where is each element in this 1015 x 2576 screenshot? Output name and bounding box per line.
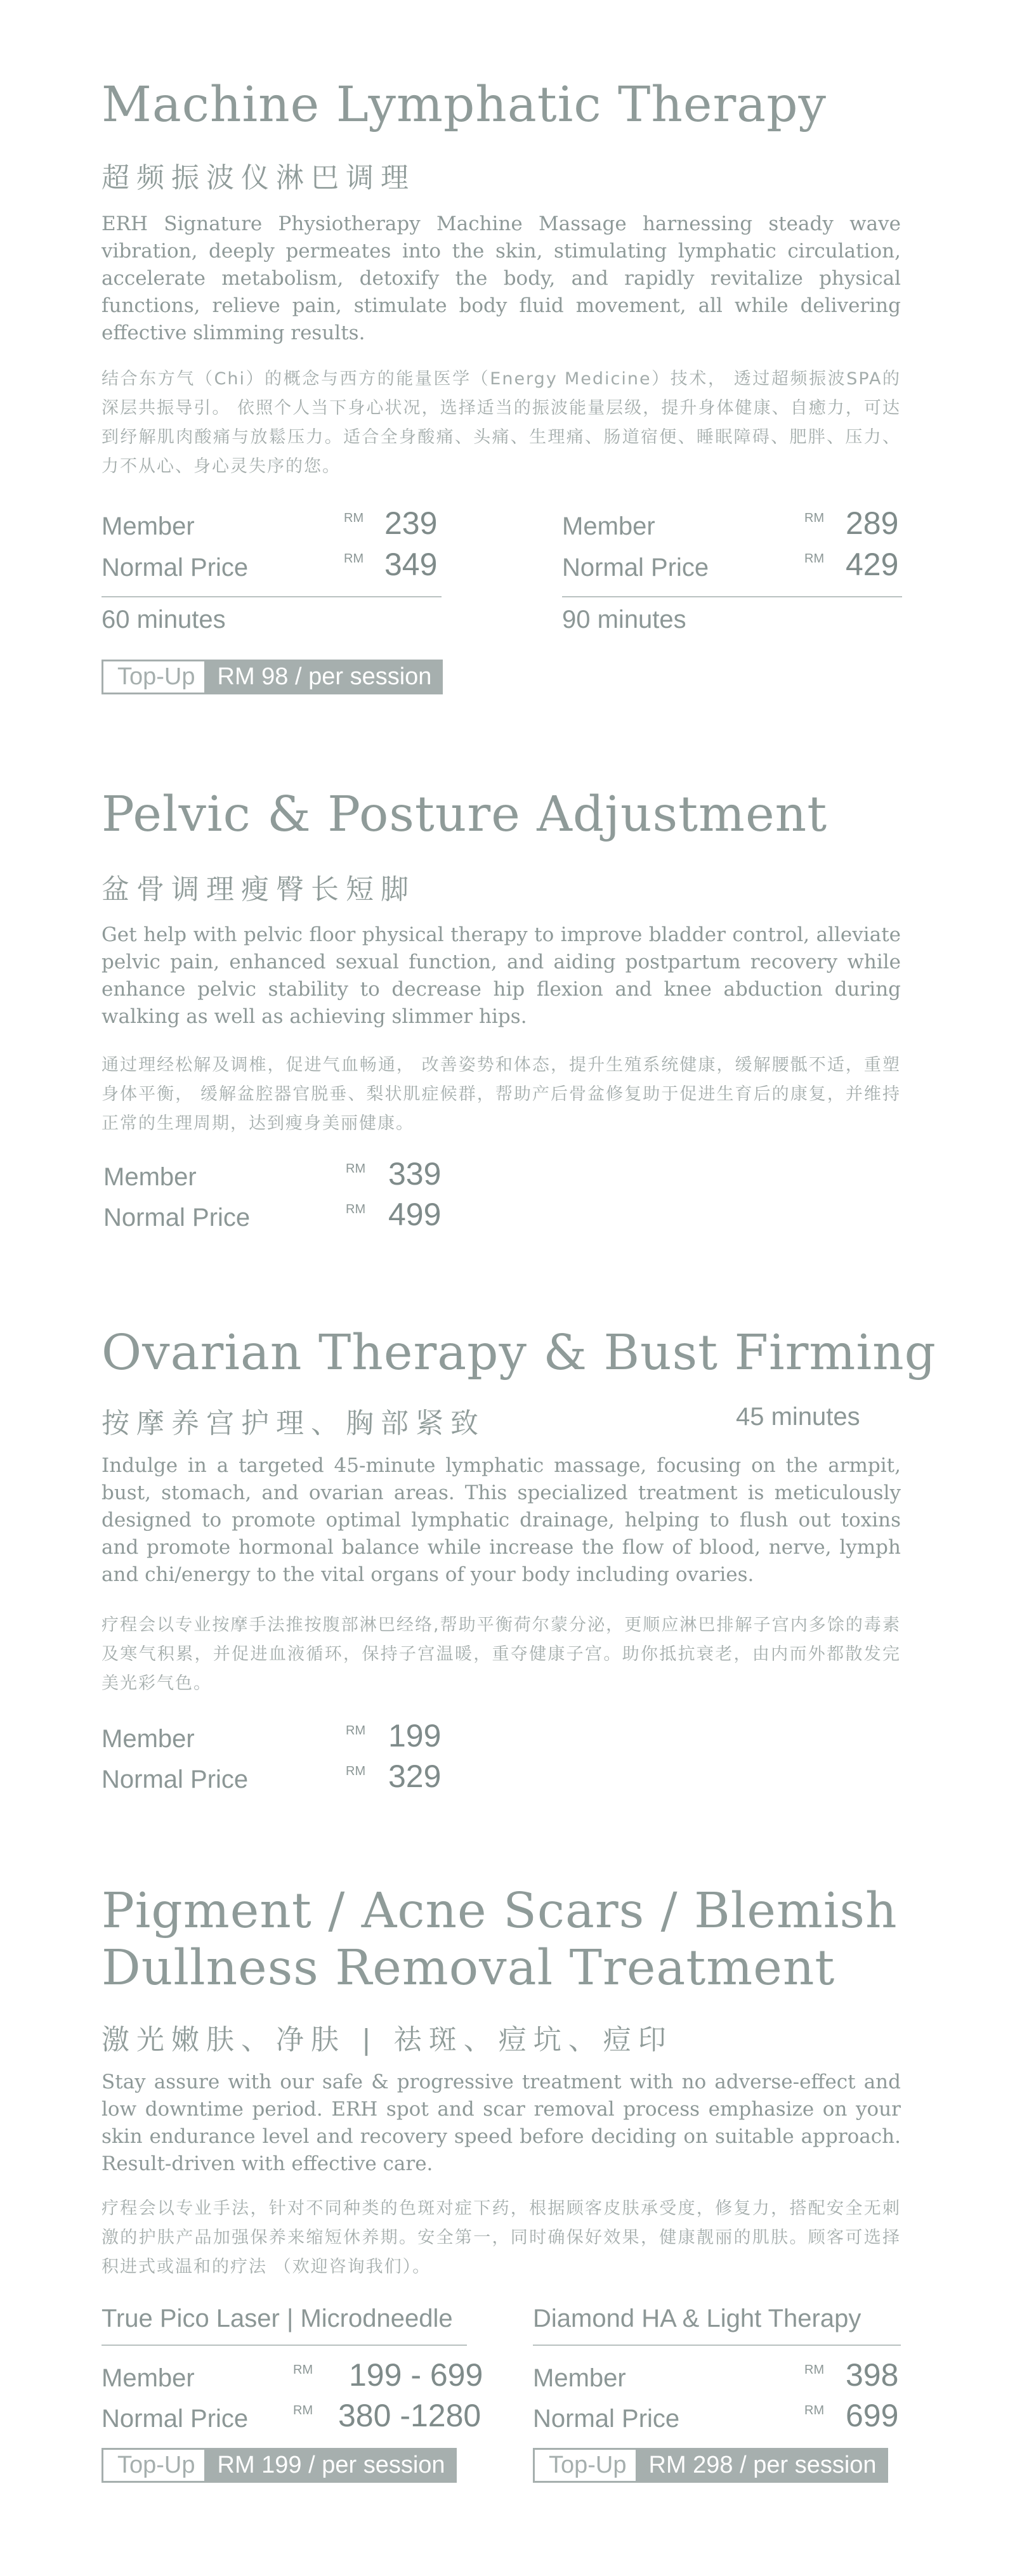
member-label: Member: [102, 1725, 195, 1753]
member-price: 199: [388, 1718, 442, 1753]
member-price: 398: [846, 2357, 899, 2393]
duration: 45 minutes: [736, 1403, 860, 1431]
normal-price: 380 -1280: [338, 2398, 481, 2433]
section-title: Ovarian Therapy & Bust Firming: [102, 1325, 936, 1381]
member-price: 239: [384, 505, 438, 541]
normal-price-label: Normal Price: [103, 1204, 251, 1232]
currency-label: RM: [346, 1202, 366, 1216]
topup-badge: [533, 2448, 888, 2483]
section-description-cn: 疗程会以专业按摩手法推按腹部淋巴经络,帮助平衡荷尔蒙分泌，更顺应淋巴排解子宫内多馀的毒素及寒气积累，并促进血液循环，保持子宫温暖，重夺健康子宫。助你抵抗衰老，由内而外都散发完美光彩气色。: [102, 1615, 901, 1693]
member-price: 339: [388, 1156, 442, 1192]
divider: [102, 596, 442, 597]
topup-tag: Top-Up: [102, 660, 206, 694]
section-title: Pelvic & Posture Adjustment: [102, 786, 828, 843]
divider: [533, 2345, 901, 2346]
normal-price: 499: [388, 1197, 442, 1232]
normal-price-label: Normal Price: [102, 1766, 249, 1793]
member-label: Member: [533, 2364, 626, 2392]
section-description-en: Stay assure with our safe & progressive treatment with no adverse-effect and low downtime period. ERH spot and scar removal process emphasize on your skin endurance level and recovery speed before deciding on suitable approach. Result-driven with effective care.: [102, 2071, 901, 2175]
section-title: Pigment / Acne Scars / Blemish: [102, 1883, 898, 1939]
currency-label: RM: [344, 552, 364, 566]
currency-label: RM: [293, 2404, 313, 2417]
topup-value: RM 298 / per session: [638, 2448, 888, 2483]
member-label: Member: [562, 512, 655, 540]
normal-price-label: Normal Price: [102, 554, 249, 582]
topup-badge: [102, 2448, 457, 2483]
section-title-cn: 盆骨调理瘦臀长短脚: [102, 873, 416, 906]
normal-price: 429: [846, 547, 899, 582]
currency-label: RM: [344, 511, 364, 525]
section-title: Machine Lymphatic Therapy: [102, 77, 827, 133]
section-description-en: ERH Signature Physiotherapy Machine Massage harnessing steady wave vibration, deeply permeates into the skin, stimulating lymphatic circulation, accelerate metabolism, detoxify the body, and rapidly revitalize physical functions, relieve pain, stimulate body fluid movement, all while delivering effective slimming results.: [102, 212, 901, 344]
normal-price: 699: [846, 2398, 899, 2433]
option-name: Diamond HA & Light Therapy: [533, 2305, 861, 2332]
divider: [562, 596, 902, 597]
topup-badge: [102, 660, 443, 694]
currency-label: RM: [804, 2363, 825, 2377]
topup-tag: Top-Up: [102, 2448, 206, 2483]
currency-label: RM: [804, 552, 825, 566]
section-title-cn: 按摩养宫护理、胸部紧致: [102, 1407, 485, 1440]
normal-price: 329: [388, 1759, 442, 1794]
topup-value: RM 199 / per session: [206, 2448, 457, 2483]
section-description-cn: 疗程会以专业手法，针对不同种类的色斑对症下药，根据顾客皮肤承受度，修复力，搭配安全无刺激的护肤产品加强保养来缩短休养期。安全第一，同时确保好效果，健康靓丽的肌肤。顾客可选择积进式或温和的疗法 （欢迎咨询我们）。: [102, 2199, 901, 2277]
section-description-en: Indulge in a targeted 45-minute lymphatic massage, focusing on the armpit, bust, stomach, and ovarian areas. This specialized treatment is meticulously designed to promote optimal lymphatic drainage, helping to flush out toxins and promote hormonal balance while increase the flow of blood, nerve, lymph and chi/energy to the vital organs of your body including ovaries.: [102, 1454, 901, 1586]
section-description-cn: 通过理经松解及调椎，促进气血畅通， 改善姿势和体态，提升生殖系统健康，缓解腰骶不适，重塑身体平衡， 缓解盆腔器官脱垂、梨状肌症候群，帮助产后骨盆修复助于促进生育后的康复，并维持正常的生理周期，达到瘦身美丽健康。: [102, 1055, 901, 1133]
normal-price: 349: [384, 547, 438, 582]
section-title-cn: 超频振波仪淋巴调理: [102, 162, 416, 194]
currency-label: RM: [804, 2404, 825, 2417]
currency-label: RM: [346, 1764, 366, 1778]
currency-label: RM: [346, 1162, 366, 1176]
normal-price-label: Normal Price: [533, 2405, 680, 2433]
member-label: Member: [102, 512, 195, 540]
normal-price-label: Normal Price: [102, 2405, 249, 2433]
member-label: Member: [103, 1163, 197, 1191]
divider: [102, 2345, 467, 2346]
section-title-cn: 激光嫩肤、净肤 | 祛斑、痘坑、痘印: [102, 2024, 673, 2056]
duration: 60 minutes: [102, 606, 226, 634]
section-description-en: Get help with pelvic floor physical therapy to improve bladder control, alleviate pelvic pain, enhanced sexual function, and aiding postpartum recovery while enhance pelvic stability to decrease hip flexion and knee abduction during walking as well as achieving slimmer hips.: [102, 923, 901, 1028]
section-title-line2: Dullness Removal Treatment: [102, 1940, 835, 1996]
currency-label: RM: [346, 1724, 366, 1738]
duration: 90 minutes: [562, 606, 686, 634]
member-price: 199 - 699: [349, 2357, 483, 2393]
currency-label: RM: [293, 2363, 313, 2377]
normal-price-label: Normal Price: [562, 554, 709, 582]
currency-label: RM: [804, 511, 825, 525]
member-price: 289: [846, 505, 899, 541]
section-description-cn: 结合东方气（Chi）的概念与西方的能量医学（Energy Medicine）技术， 透过超频振波SPA的深层共振导引。 依照个人当下身心状况，选择适当的振波能量层级，提升身体健康、自癒力，可达到纾解肌肉酸痛与放鬆压力。适合全身酸痛、头痛、生理痛、肠道宿便、睡眠障碍、肥胖、压力、力不从心、身心灵失序的您。: [102, 369, 901, 476]
topup-tag: Top-Up: [533, 2448, 638, 2483]
option-name: True Pico Laser | Microdneedle: [102, 2305, 453, 2332]
member-label: Member: [102, 2364, 195, 2392]
topup-value: RM 98 / per session: [206, 660, 443, 694]
